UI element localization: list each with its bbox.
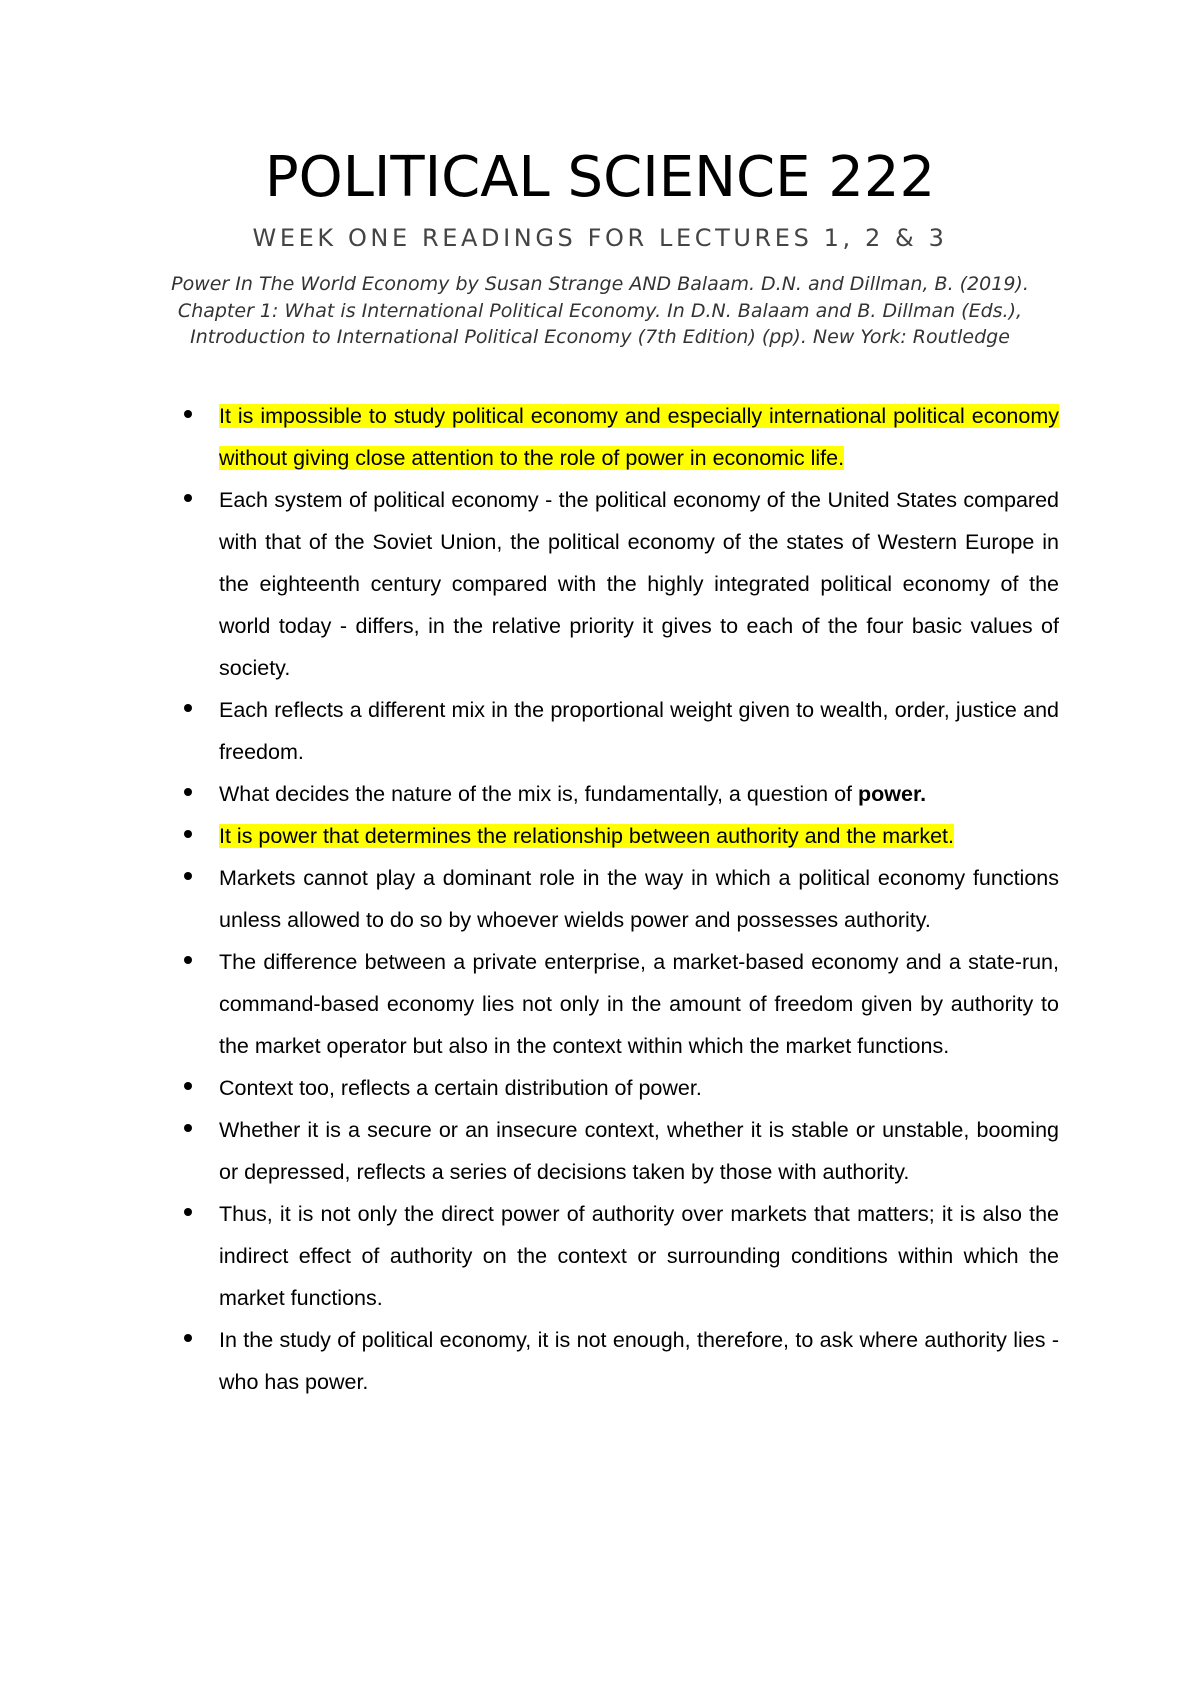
bullet-text: Each reflects a different mix in the proportional weight given to wealth, order, justice and freedom. xyxy=(219,698,1059,764)
bullet-dot-icon xyxy=(184,830,192,838)
bullet-dot-icon xyxy=(184,704,192,712)
bullet-dot-icon xyxy=(184,1208,192,1216)
bullet-text: Each system of political economy - the political economy of the United States compared with that of the Soviet Union, the political economy of the states of Western Europe in the eighteenth century compared with the highly integrated political economy of the world today - differs, in the relative priority it gives to each of the four basic values of society. xyxy=(219,488,1059,680)
bullet-item xyxy=(0,857,1200,941)
bullet-list xyxy=(0,395,1200,1403)
bullet-item xyxy=(0,1193,1200,1319)
reading-citation: Power In The World Economy by Susan Strange AND Balaam. D.N. and Dillman, B. (2019). Chapter 1: What is International Political Economy. In D.N. Balaam and B. Dillman (Eds.), Introduction to International Political Economy (7th Edition) (pp). New York: Routledge xyxy=(171,273,1029,349)
bullet-text: Markets cannot play a dominant role in the way in which a political economy functions unless allowed to do so by whoever wields power and possesses authority. xyxy=(219,866,1059,932)
bullet-dot-icon xyxy=(184,494,192,502)
bullet-text: Context too, reflects a certain distribution of power. xyxy=(219,1076,702,1100)
bullet-item xyxy=(0,773,1200,815)
bullet-item xyxy=(0,941,1200,1067)
bullet-item xyxy=(0,1319,1200,1403)
bullet-text: In the study of political economy, it is not enough, therefore, to ask where authority lies - who has power. xyxy=(219,1328,1059,1394)
bullet-item xyxy=(0,1067,1200,1109)
bullet-item xyxy=(0,815,1200,857)
document-title: POLITICAL SCIENCE 222 xyxy=(264,145,936,210)
bullet-dot-icon xyxy=(184,410,192,418)
bullet-dot-icon xyxy=(184,1124,192,1132)
bullet-dot-icon xyxy=(184,1082,192,1090)
bullet-text: Whether it is a secure or an insecure context, whether it is stable or unstable, booming or depressed, reflects a series of decisions taken by those with authority. xyxy=(219,1118,1059,1184)
bold-emphasis: power. xyxy=(858,782,927,806)
bullet-item xyxy=(0,689,1200,773)
bullet-text: The difference between a private enterprise, a market-based economy and a state-run, command-based economy lies not only in the amount of freedom given by authority to the market operator but also in the context within which the market functions. xyxy=(219,950,1059,1058)
document-subtitle: WEEK ONE READINGS FOR LECTURES 1, 2 & 3 xyxy=(252,224,948,252)
bullet-dot-icon xyxy=(184,1334,192,1342)
bullet-item xyxy=(0,479,1200,689)
bullet-text: Thus, it is not only the direct power of authority over markets that matters; it is also the indirect effect of authority on the context or surrounding conditions within which the market functions. xyxy=(219,1202,1059,1310)
bullet-dot-icon xyxy=(184,788,192,796)
bullet-item xyxy=(0,395,1200,479)
highlighted-text: It is impossible to study political economy and especially international political economy without giving close attention to the role of power in economic life. xyxy=(219,404,1059,470)
bullet-text: What decides the nature of the mix is, fundamentally, a question of xyxy=(219,782,858,806)
bullet-dot-icon xyxy=(184,956,192,964)
highlighted-text: It is power that determines the relationship between authority and the market. xyxy=(219,824,954,848)
bullet-dot-icon xyxy=(184,872,192,880)
bullet-item xyxy=(0,1109,1200,1193)
